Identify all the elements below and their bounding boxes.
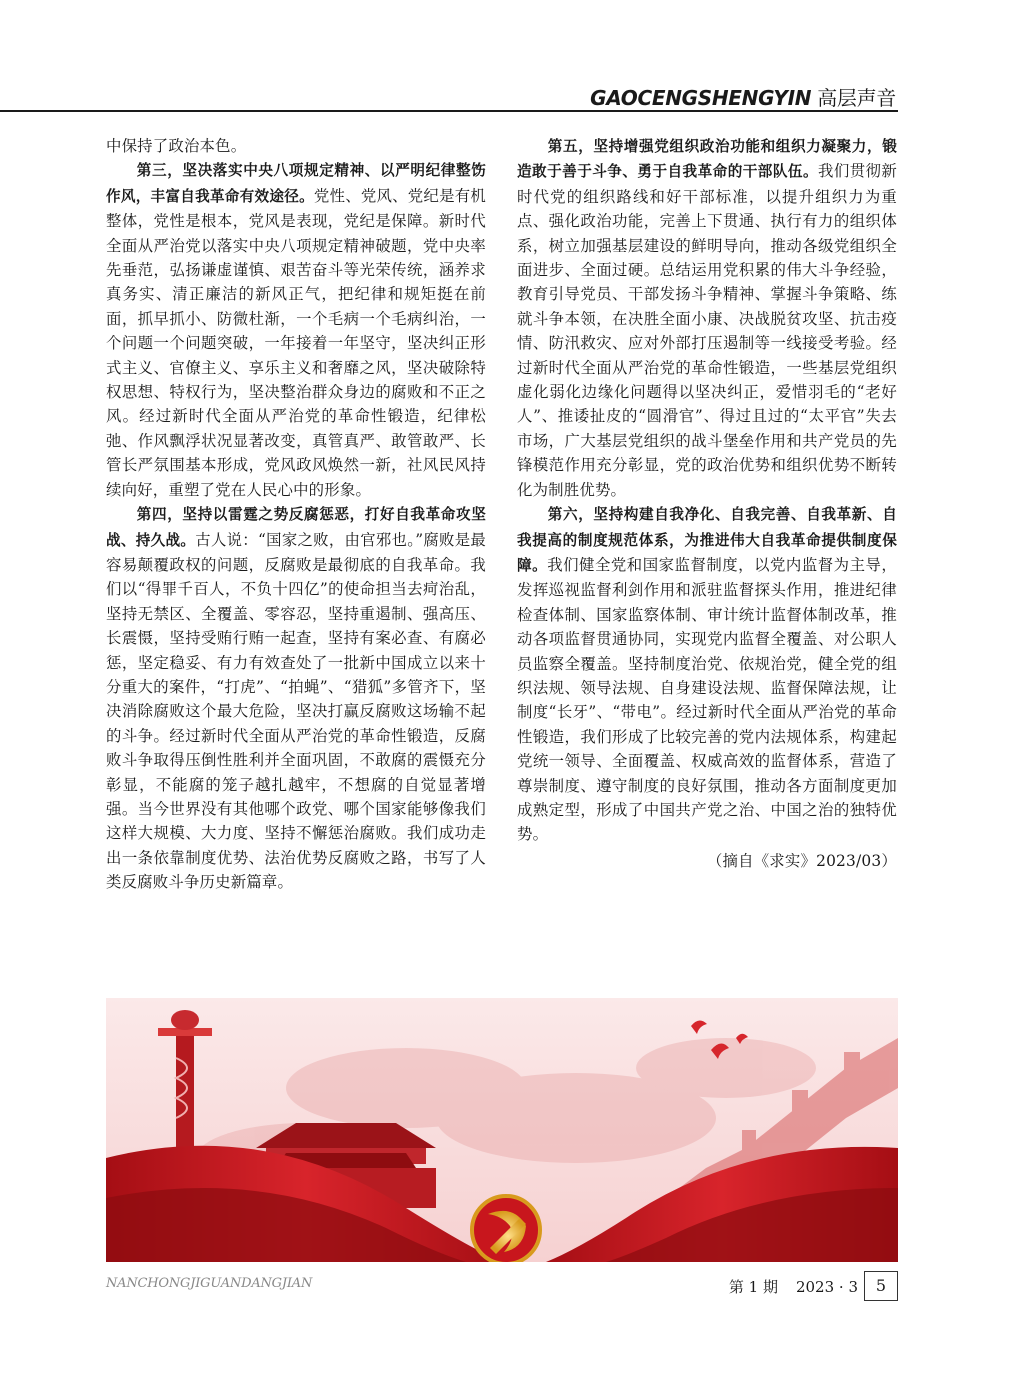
section-title-chinese: 高层声音 — [817, 86, 896, 110]
issue-date: 2023 · 3 — [795, 1278, 858, 1296]
party-emblem-icon — [472, 1196, 540, 1262]
left-column — [106, 134, 486, 895]
source-citation: （摘自《求实》2023/03） — [706, 851, 897, 870]
paragraph-continuation: 中保持了政治本色。 — [106, 137, 247, 155]
journal-name: NANCHONGJIGUANDANGJIAN — [106, 1276, 313, 1291]
page-number: 5 — [864, 1271, 898, 1301]
paragraph-lead: 第五，坚持增强党组织政治功能和组织力凝聚力，锻造敢于善于斗争、勇于自我革命的干部队伍。 — [517, 138, 897, 181]
paragraph-fourth-point — [106, 502, 486, 895]
header-rule — [0, 110, 898, 112]
banner-illustration — [106, 998, 898, 1262]
decorative-banner — [106, 998, 898, 1262]
page-footer — [106, 1268, 898, 1302]
page-header — [0, 72, 1016, 112]
paragraph-body: 我们贯彻新时代党的组织路线和好干部标准，以提升组织力为重点、强化政治功能，完善上下贯通、执行有力的组织体系，树立加强基层建设的鲜明导向，推动各级党组织全面进步、全面过硬。总结运用党积累的伟大斗争经验，教育引导党员、干部发扬斗争精神、掌握斗争策略、练就斗争本领，在决胜全面小康、决战脱贫攻坚、抗击疫情、防汛救灾、应对外部打压遏制等一线接受考验。经过新时代全面从严治党的革命性锻造，一些基层党组织虚化弱化边缘化问题得以坚决纠正，爱惜羽毛的“老好人”、推诿扯皮的“圆滑官”、得过且过的“太平官”失去市场，广大基层党组织的战斗堡垒作用和共产党员的先锋模范作用充分彰显，党的政治优势和组织优势不断转化为制胜优势。 — [517, 162, 897, 499]
section-title-latin: GAOCENGSHENGYIN — [590, 86, 812, 110]
issue-info — [711, 1276, 858, 1297]
paragraph-lead: 第三，坚决落实中央八项规定精神、以严明纪律整饬作风，丰富自我革命有效途径。 — [106, 162, 486, 205]
paragraph-sixth-point — [517, 502, 897, 847]
paragraph-body: 古人说：“国家之败，由官邪也。”腐败是最容易颠覆政权的问题，反腐败是最彻底的自我革命。我们以“得罪千百人，不负十四亿”的使命担当去疴治乱，坚持无禁区、全覆盖、零容忍，坚持重遏制、强高压、长震慑，坚持受贿行贿一起查，坚持有案必查、有腐必惩，坚定稳妥、有力有效查处了一批新中国成立以来十分重大的案件，“打虎”、“拍蝇”、“猎狐”多管齐下，坚决消除腐败这个最大危险，坚决打赢反腐败这场输不起的斗争。经过新时代全面从严治党的革命性锻造，反腐败斗争取得压倒性胜利并全面巩固，不敢腐的震慑充分彰显，不能腐的笼子越扎越牢，不想腐的自觉显著增强。当今世界没有其他哪个政党、哪个国家能够像我们这样大规模、大力度、坚持不懈惩治腐败。我们成功走出一条依靠制度优势、法治优势反腐败之路，书写了人类反腐败斗争历史新篇章。 — [106, 530, 486, 892]
paragraph-fifth-point — [517, 134, 897, 502]
paragraph-body: 党性、党风、党纪是有机整体，党性是根本，党风是表现，党纪是保障。新时代全面从严治党以落实中央八项规定精神破题，党中央率先垂范，弘扬谦虚谨慎、艰苦奋斗等光荣传统，涵养求真务实、清正廉洁的新风正气，把纪律和规矩挺在前面，抓早抓小、防微杜渐，一个毛病一个毛病纠治，一个问题一个问题突破，一年接着一年坚守，坚决纠正形式主义、官僚主义、享乐主义和奢靡之风，坚决破除特权思想、特权行为，坚决整治群众身边的腐败和不正之风。经过新时代全面从严治党的革命性锻造，纪律松弛、作风飘浮状况显著改变，真管真严、敢管敢严、长管长严氛围基本形成，党风政风焕然一新，社风民风持续向好，重塑了党在人民心中的形象。 — [106, 186, 486, 499]
right-column — [517, 134, 897, 873]
paragraph-lead: 第六，坚持构建自我净化、自我完善、自我革新、自我提高的制度规范体系，为推进伟大自我革命提供制度保障。 — [517, 506, 897, 574]
paragraph-lead: 第四，坚持以雷霆之势反腐惩恶，打好自我革命攻坚战、持久战。 — [106, 506, 486, 549]
paragraph-third-point — [106, 158, 486, 502]
paragraph-body: 我们健全党和国家监督制度，以党内监督为主导，发挥巡视监督利剑作用和派驻监督探头作用，推进纪律检查体制、国家监察体制、审计统计监督体制改革，推动各项监督贯通协同，实现党内监督全覆盖、对公职人员监察全覆盖。坚持制度治党、依规治党，健全党的组织法规、领导法规、自身建设法规、监督保障法规，让制度“长牙”、“带电”。经过新时代全面从严治党的革命性锻造，我们形成了比较完善的党内法规体系，构建起党统一领导、全面覆盖、权威高效的监督体系，营造了尊崇制度、遵守制度的良好氛围，推动各方面制度更加成熟定型，形成了中国共产党之治、中国之治的独特优势。 — [517, 555, 897, 844]
issue-number: 第 1 期 — [728, 1278, 778, 1296]
section-title — [590, 82, 896, 111]
